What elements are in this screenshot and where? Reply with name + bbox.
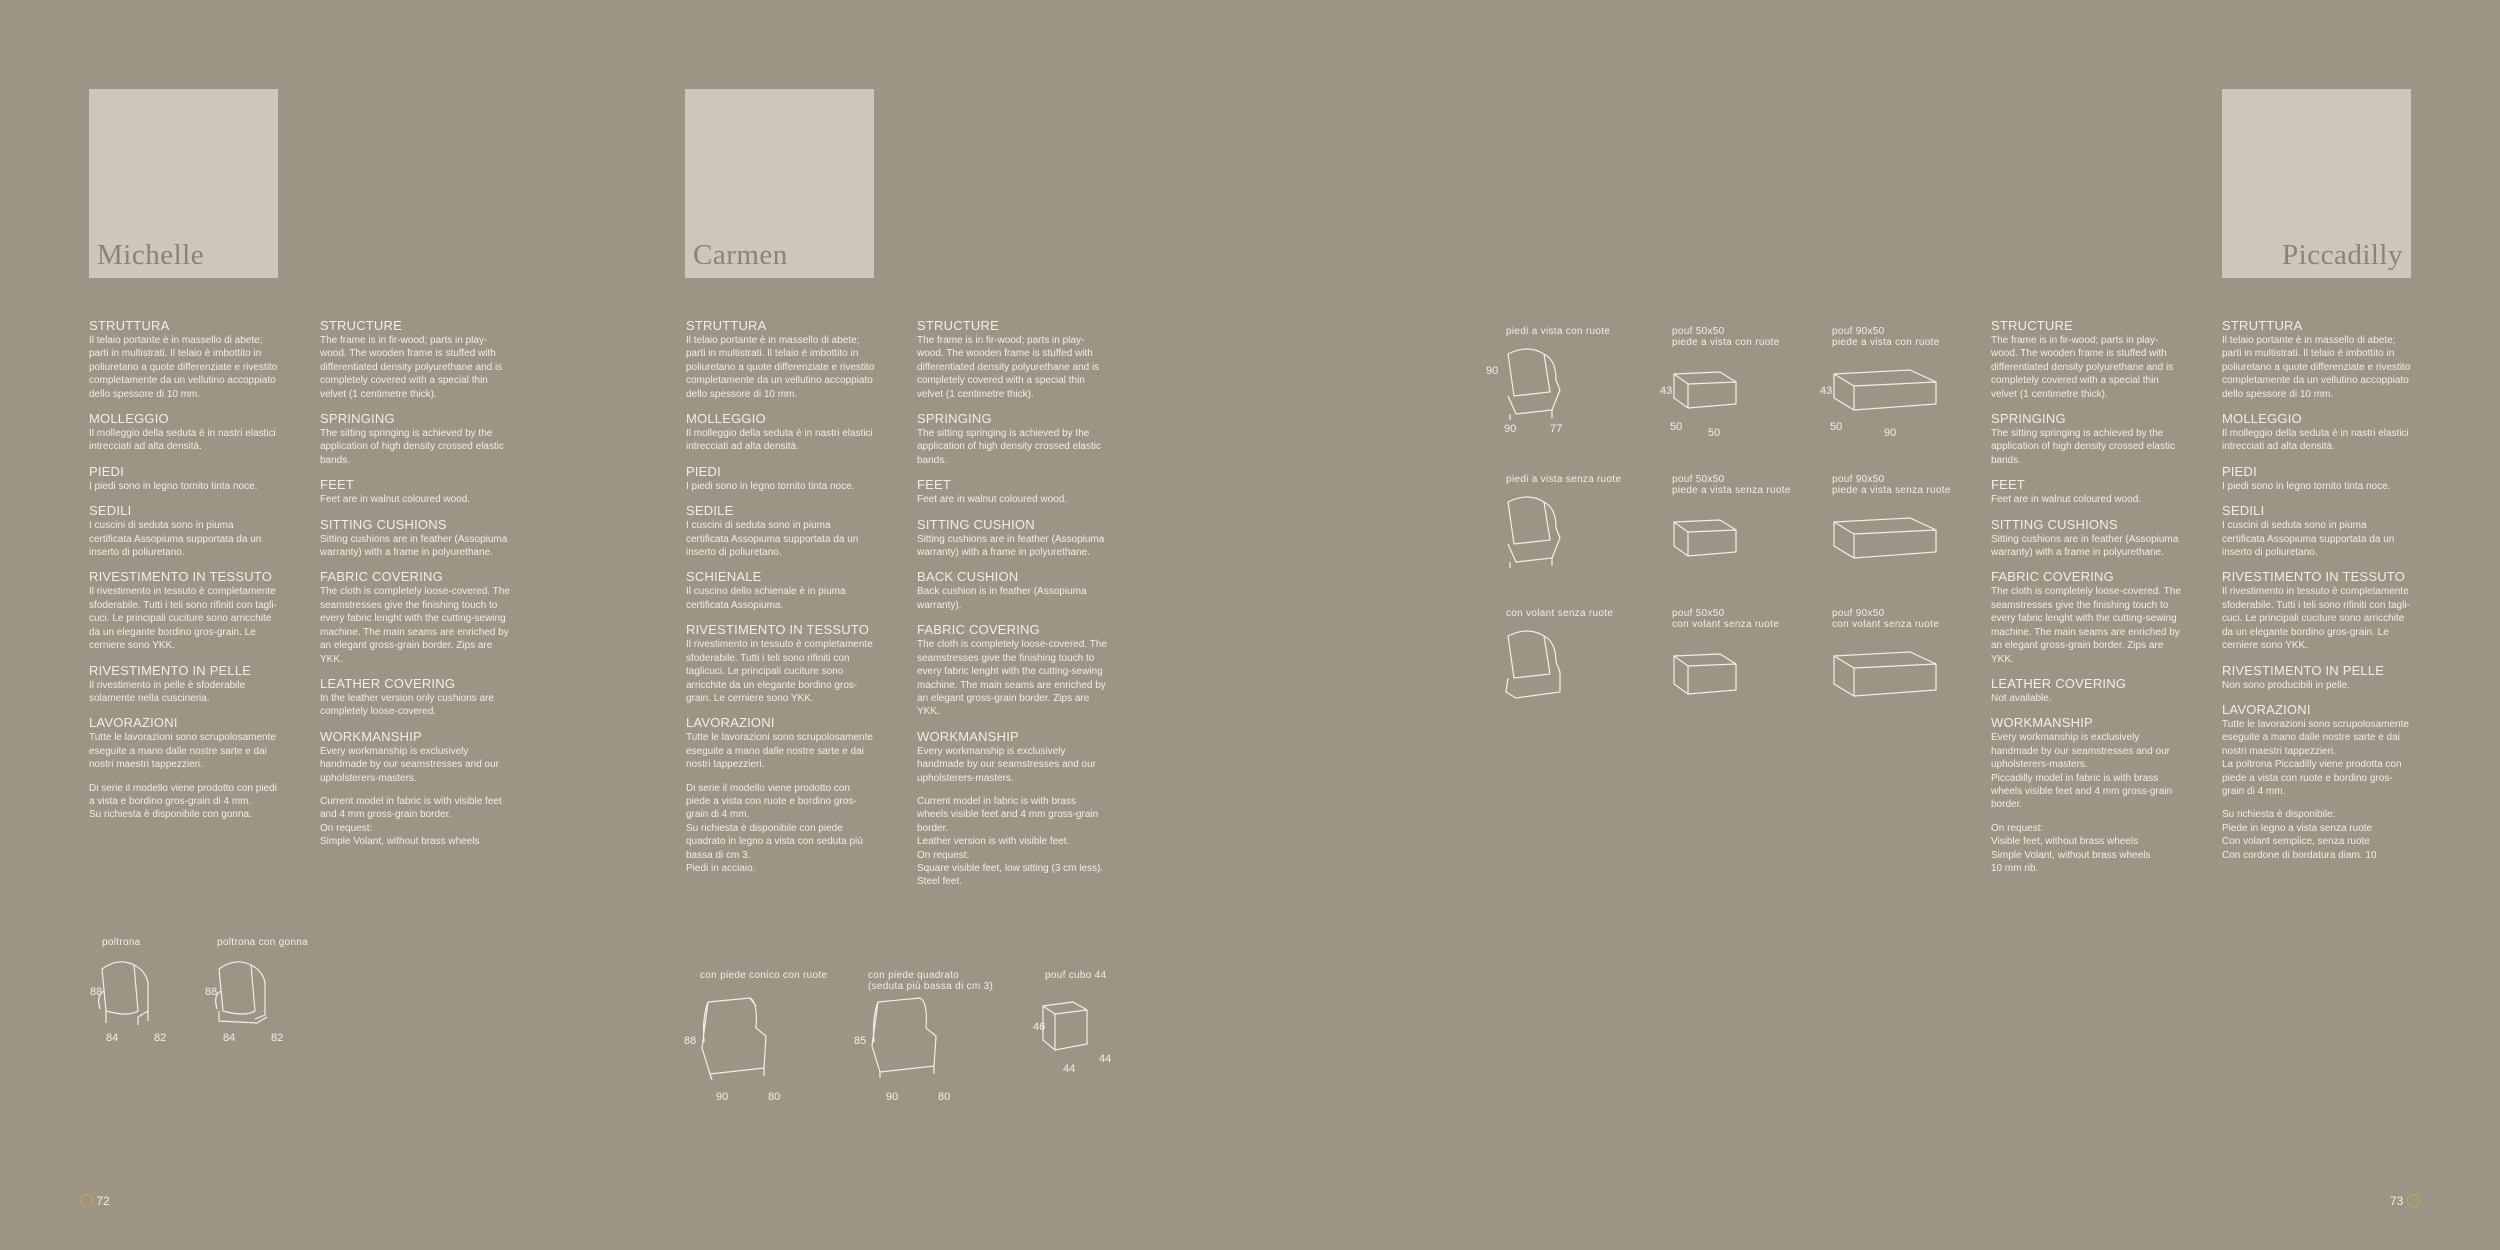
spec-section	[89, 464, 279, 493]
spec-text: Non sono producibili in pelle.	[2222, 679, 2350, 691]
svg-text:44: 44	[1063, 1063, 1076, 1075]
spec-heading: FEET	[320, 477, 355, 493]
spec-text: Every workmanship is exclusively handmade by our seamstresses and our upholsterers-masters.	[917, 745, 1096, 784]
spec-section	[1991, 517, 2181, 560]
svg-text:88: 88	[684, 1035, 697, 1047]
spec-heading: RIVESTIMENTO IN TESSUTO	[686, 622, 870, 638]
spec-text: The cloth is completely loose-covered. The seamstresses give the finishing touch to every fabric lenght with the cutting-sewing machine. The main seams are enriched by an elegant gross-grain border. Zips are YKK.	[320, 586, 510, 665]
piccadilly-pouf50-nowheels-drawing	[1660, 474, 1810, 594]
spec-section	[1991, 569, 2181, 665]
spec-text: Il rivestimento in pelle è sfoderabile solamente nella cuscineria.	[89, 679, 246, 704]
carmen-text-it	[686, 318, 876, 875]
spec-heading: SPRINGING	[320, 411, 395, 427]
spec-heading: SITTING CUSHIONS	[1991, 516, 2118, 532]
model-name-michelle: Michelle	[97, 239, 205, 271]
spec-heading: FEET	[1991, 477, 2026, 493]
spec-note: Su richiesta è disponibile: Piede in legno a vista senza ruote Con volant semplice, senza ruote Con cordone di bordatura diam. 10	[2222, 809, 2377, 861]
page-number-right	[2390, 1194, 2420, 1208]
spec-section	[1991, 715, 2181, 811]
figure-caption: pouf 50x50 piede a vista senza ruote	[1672, 474, 1791, 496]
spec-section	[89, 663, 279, 706]
figure-caption: pouf 90x50 con volant senza ruote	[1832, 608, 1940, 630]
spec-text: Tutte le lavorazioni sono scrupolosamente eseguite a mano dalle nostre sarte e dai nostri maestri tappezzieri. La poltrona Piccadilly viene prodotta con piede a vista con ruote e bordino gros- grain di 4 mm.	[2222, 718, 2409, 797]
svg-text:90: 90	[1486, 365, 1499, 377]
spec-section	[917, 411, 1107, 467]
spec-section	[686, 569, 876, 612]
spec-section	[320, 477, 510, 506]
svg-text:43: 43	[1660, 385, 1673, 397]
spec-text: Il rivestimento in tessuto è completamente sfoderabile. Tutti i teli sono rifiniti con tagli-cuci. Le principali cuciture sono arricchite da un elegante bordino gros-grain. Le cerniere sono YKK.	[89, 586, 277, 652]
figure-caption: con volant senza ruote	[1506, 608, 1614, 619]
michelle-armchair-skirt-drawing	[205, 937, 325, 1047]
spec-heading: FABRIC COVERING	[320, 569, 443, 585]
spec-heading: FABRIC COVERING	[917, 622, 1040, 638]
svg-text:82: 82	[154, 1032, 167, 1044]
spec-section	[686, 411, 876, 454]
spec-text: Every workmanship is exclusively handmade by our seamstresses and our upholsterers-masters. Piccadilly model in fabric is with brass wheels visible feet and 4 mm gross-grain border.	[1991, 732, 2173, 811]
spec-text: The cloth is completely loose-covered. The seamstresses give the finishing touch to every fabric lenght with the cutting-sewing machine. The main seams are enriched by an elegant gross-grain border. Zips are YKK.	[917, 639, 1107, 718]
piccadilly-pouf90-volant-drawing	[1820, 608, 1980, 728]
piccadilly-pouf50-wheels-drawing	[1660, 326, 1810, 446]
spec-section	[89, 503, 279, 559]
spec-text: Feet are in walnut coloured wood.	[320, 494, 471, 506]
spec-heading: LEATHER COVERING	[320, 675, 456, 691]
carmen-conical-foot-drawing	[680, 970, 830, 1103]
svg-text:88: 88	[205, 986, 218, 998]
spec-text: The frame is in fir-wood; parts in play-wood. The wooden frame is stuffed with differentiated density polyurethane and is completely covered with a special thin velvet (1 centimetre thick).	[917, 335, 1100, 400]
spec-section	[2222, 663, 2412, 692]
spec-heading: BACK CUSHION	[917, 569, 1019, 585]
svg-text:90: 90	[1884, 427, 1897, 439]
spec-section	[917, 729, 1107, 785]
spec-section	[320, 411, 510, 467]
piccadilly-armchair-wheels-drawing	[1480, 326, 1640, 446]
figure-caption: pouf 50x50 piede a vista con ruote	[1672, 326, 1780, 348]
spec-heading: SITTING CUSHION	[917, 516, 1035, 532]
michelle-text-it	[89, 318, 279, 822]
spec-section	[320, 676, 510, 719]
spec-section	[686, 503, 876, 559]
spec-heading: STRUCTURE	[1991, 318, 2073, 333]
spec-text: Sitting cushions are in feather (Assopiuma warranty) with a frame in polyurethane.	[320, 533, 508, 559]
spec-text: Back cushion is in feather (Assopiuma warranty).	[917, 586, 1087, 611]
svg-text:50: 50	[1670, 421, 1683, 433]
spec-section	[2222, 569, 2412, 652]
spec-section	[89, 411, 279, 454]
page-number-right-label: 73	[2390, 1194, 2404, 1208]
svg-text:85: 85	[854, 1035, 867, 1047]
spec-section	[320, 729, 510, 785]
svg-text:90: 90	[886, 1091, 899, 1103]
spec-heading: LEATHER COVERING	[1991, 675, 2127, 691]
spec-section	[320, 318, 510, 401]
spec-heading: FABRIC COVERING	[1991, 569, 2114, 585]
model-name-carmen: Carmen	[693, 239, 788, 271]
carmen-pouf-drawing	[1025, 970, 1135, 1080]
spec-text: In the leather version only cushions are completely loose-covered.	[320, 692, 494, 718]
figure-caption: con piede conico con ruote	[700, 970, 828, 981]
spec-text: Il molleggio della seduta è in nastri elastici intrecciati ad alta densità.	[686, 428, 873, 453]
spec-text: Il molleggio della seduta è in nastri elastici intrecciati ad alta densità.	[89, 428, 276, 453]
figure-caption: piedi a vista con ruote	[1506, 326, 1611, 337]
michelle-swatch	[89, 89, 278, 278]
piccadilly-text-en	[1991, 318, 2181, 875]
spec-section	[89, 569, 279, 652]
spec-section	[686, 622, 876, 705]
michelle-armchair-drawing	[88, 937, 198, 1047]
spec-text: The sitting springing is achieved by the application of high density crossed elastic bands.	[917, 428, 1101, 466]
figure-caption: con piede quadrato (seduta più bassa di cm 3)	[868, 970, 994, 992]
spec-text: Tutte le lavorazioni sono scrupolosamente eseguite a mano dalle nostre sarte e dai nostri tappezzieri.	[686, 732, 873, 771]
spec-text: Not available.	[1991, 692, 2052, 704]
spec-text: I piedi sono in legno tornito tinta noce.	[2222, 480, 2391, 492]
spec-text: I piedi sono in legno tornito tinta noce.	[89, 480, 258, 492]
spec-heading: STRUCTURE	[320, 318, 402, 333]
svg-text:90: 90	[1504, 423, 1517, 435]
spec-section	[1991, 676, 2181, 705]
svg-text:84: 84	[106, 1032, 119, 1044]
spec-heading: WORKMANSHIP	[917, 728, 1019, 744]
spec-heading: PIEDI	[2222, 463, 2257, 479]
spec-section	[686, 464, 876, 493]
svg-text:82: 82	[271, 1032, 284, 1044]
carmen-swatch	[685, 89, 874, 278]
spec-section	[917, 318, 1107, 401]
spec-text: Feet are in walnut coloured wood.	[917, 494, 1068, 506]
spec-text: Il rivestimento in tessuto è completamente sfoderabile. Tutti i teli sono rifiniti con tagli-cuci. Le principali cuciture sono arricchite da un elegante bordino gros-grain. Le cerniere sono YKK.	[2222, 586, 2410, 652]
spec-heading: MOLLEGGIO	[686, 411, 766, 427]
carmen-square-foot-drawing	[850, 970, 1010, 1103]
spec-text: Feet are in walnut coloured wood.	[1991, 494, 2142, 506]
spec-note: Di serie il modello viene prodotto con piede a vista con ruote e bordino gros- grain di 4 mm. Su richiesta è disponibile con piede quadrato in legno a vista con seduta più bassa di cm 3. Piedi in acciaio.	[686, 782, 863, 874]
figure-caption: piedi a vista senza ruote	[1506, 474, 1622, 485]
spec-text: The frame is in fir-wood; parts in play-wood. The wooden frame is stuffed with differentiated density polyurethane and is completely covered with a special thin velvet (1 centimetre thick).	[1991, 335, 2174, 400]
figure-caption: poltrona con gonna	[217, 937, 309, 948]
svg-text:50: 50	[1708, 427, 1721, 439]
spec-section	[917, 517, 1107, 560]
spec-heading: WORKMANSHIP	[1991, 715, 2093, 731]
piccadilly-pouf50-volant-drawing	[1660, 608, 1810, 728]
spec-section	[917, 477, 1107, 506]
spec-note: Current model in fabric is with visible feet and 4 mm gross-grain border. On request: Simple Volant, without brass wheels	[320, 795, 502, 848]
svg-text:46: 46	[1033, 1021, 1046, 1033]
svg-text:43: 43	[1820, 385, 1833, 397]
michelle-text-en	[320, 318, 510, 849]
spec-text: Il rivestimento in tessuto è completamente sfoderabile. Tutti i teli sono rifiniti con taglicuci. Le principali cuciture sono arricchite da un elegante bordino gros-grain. Le cerniere sono YKK.	[686, 639, 873, 704]
spec-heading: SEDILI	[2222, 503, 2265, 519]
spec-text: Il telaio portante è in massello di abete; parti in multistrati. Il telaio è imbottito in poliuretano a quote differenziate e rivestito completamente da un vellutino accoppiato dello spessore di 10 mm.	[89, 335, 278, 400]
spec-text: Tutte le lavorazioni sono scrupolosamente eseguite a mano dalle nostre sarte e dai nostri maestri tappezzieri.	[89, 732, 276, 771]
spec-heading: RIVESTIMENTO IN TESSUTO	[2222, 569, 2406, 585]
svg-text:77: 77	[1550, 423, 1563, 435]
spec-heading: RIVESTIMENTO IN PELLE	[89, 662, 252, 678]
spec-text: I cuscini di seduta sono in piuma certificata Assopiuma supportata da un inserto di poliuretano.	[89, 520, 262, 559]
spec-heading: RIVESTIMENTO IN TESSUTO	[89, 569, 273, 585]
piccadilly-armchair-nowheels-drawing	[1480, 474, 1640, 594]
svg-text:44: 44	[1099, 1053, 1112, 1065]
spec-section	[917, 622, 1107, 718]
spec-section	[1991, 318, 2181, 401]
figure-caption: pouf cubo 44	[1045, 970, 1107, 981]
figure-caption: pouf 50x50 con volant senza ruote	[1672, 608, 1780, 630]
svg-text:90: 90	[716, 1091, 729, 1103]
spec-section	[2222, 318, 2412, 401]
spec-heading: LAVORAZIONI	[686, 715, 775, 731]
spec-heading: PIEDI	[89, 463, 124, 479]
figure-caption: poltrona	[102, 937, 141, 948]
spec-text: Every workmanship is exclusively handmade by our seamstresses and our upholsterers-masters.	[320, 745, 499, 784]
spec-note: On request: Visible feet, without brass wheels Simple Volant, without brass wheels 10 mm rib.	[1991, 822, 2151, 874]
page-number-left	[80, 1194, 110, 1208]
spec-heading: SEDILE	[686, 503, 734, 519]
spec-heading: SEDILI	[89, 503, 132, 519]
page-number-left-label: 72	[96, 1194, 110, 1208]
piccadilly-pouf90-wheels-drawing	[1820, 326, 1980, 446]
piccadilly-armchair-volant-drawing	[1480, 608, 1640, 728]
spec-text: Il telaio portante è in massello di abete; parti in multistrati. Il telaio è imbottito in poliuretano a quote differenziate e rivestito completamente da un vellutino accoppiato dello spessore di 10 mm.	[2222, 335, 2411, 400]
spec-section	[320, 517, 510, 560]
spec-section	[2222, 411, 2412, 454]
spec-section	[686, 318, 876, 401]
spec-heading: MOLLEGGIO	[2222, 411, 2302, 427]
spec-note: Di serie il modello viene prodotto con piedi a vista e bordino gros-grain di 4 mm. Su richiesta è disponibile con gonna.	[89, 782, 277, 821]
spec-text: Il molleggio della seduta è in nastri elastici intrecciati ad alta densità.	[2222, 428, 2409, 453]
spec-heading: STRUTTURA	[2222, 318, 2303, 333]
spec-heading: SPRINGING	[1991, 411, 2066, 427]
spec-heading: PIEDI	[686, 463, 721, 479]
spec-section	[686, 715, 876, 771]
spec-heading: MOLLEGGIO	[89, 411, 169, 427]
svg-text:88: 88	[90, 986, 103, 998]
spec-heading: WORKMANSHIP	[320, 728, 422, 744]
spec-text: I cuscini di seduta sono in piuma certificata Assopiuma supportata da un inserto di poliuretano.	[2222, 520, 2395, 559]
spec-text: Sitting cushions are in feather (Assopiuma warranty) with a frame in polyurethane.	[917, 533, 1105, 559]
spec-heading: STRUTTURA	[89, 318, 170, 333]
spec-section	[917, 569, 1107, 612]
svg-text:50: 50	[1830, 421, 1843, 433]
spec-heading: LAVORAZIONI	[89, 715, 178, 731]
spec-section	[89, 715, 279, 771]
spec-section	[1991, 477, 2181, 506]
spec-section	[1991, 411, 2181, 467]
spec-heading: SCHIENALE	[686, 569, 762, 585]
piccadilly-pouf90-nowheels-drawing	[1820, 474, 1980, 594]
figure-caption: pouf 90x50 piede a vista senza ruote	[1832, 474, 1951, 496]
spec-text: The frame is in fir-wood; parts in play-wood. The wooden frame is stuffed with differentiated density polyurethane and is completely covered with a special thin velvet (1 centimetre thick).	[320, 335, 503, 400]
spec-text: The cloth is completely loose-covered. The seamstresses give the finishing touch to every fabric lenght with the cutting-sewing machine. The main seams are enriched by an elegant gross-grain border. Zips are YKK.	[1991, 586, 2181, 665]
spec-heading: LAVORAZIONI	[2222, 701, 2311, 717]
spec-heading: SPRINGING	[917, 411, 992, 427]
page-dot-icon	[2407, 1194, 2420, 1207]
spec-section	[2222, 503, 2412, 559]
spec-heading: STRUTTURA	[686, 318, 767, 333]
spec-text: Il cuscino dello schienale è in piuma certificata Assopiuma.	[686, 586, 846, 611]
model-name-piccadilly: Piccadilly	[2282, 239, 2403, 271]
spec-text: The sitting springing is achieved by the application of high density crossed elastic bands.	[320, 428, 504, 466]
spec-text: I piedi sono in legno tornito tinta noce.	[686, 480, 855, 492]
spec-text: I cuscini di seduta sono in piuma certificata Assopiuma supportata da un inserto di poliuretano.	[686, 520, 859, 559]
piccadilly-text-it	[2222, 318, 2412, 862]
svg-text:80: 80	[768, 1091, 781, 1103]
spec-section	[2222, 702, 2412, 798]
spec-text: The sitting springing is achieved by the application of high density crossed elastic bands.	[1991, 428, 2175, 466]
svg-text:84: 84	[223, 1032, 236, 1044]
spec-note: Current model in fabric is with brass wheels visible feet and 4 mm gross-grain border. Leather version is with visible feet. On request: Square visible feet, low sitting (3 cm less). Steel feet.	[917, 795, 1104, 888]
spec-section	[2222, 464, 2412, 493]
page-dot-icon	[80, 1194, 93, 1207]
spec-heading: SITTING CUSHIONS	[320, 516, 447, 532]
spec-section	[89, 318, 279, 401]
spec-heading: STRUCTURE	[917, 318, 999, 333]
spec-heading: RIVESTIMENTO IN PELLE	[2222, 662, 2385, 678]
spec-section	[320, 569, 510, 665]
carmen-text-en	[917, 318, 1107, 889]
svg-text:80: 80	[938, 1091, 951, 1103]
figure-caption: pouf 90x50 piede a vista con ruote	[1832, 326, 1940, 348]
spec-text: Il telaio portante è in massello di abete; parti in multistrati. Il telaio è imbottito in poliuretano a quote differenziate e rivestito completamente da un vellutino accoppiato dello spessore di 10 mm.	[686, 335, 875, 400]
spec-heading: FEET	[917, 477, 952, 493]
spec-text: Sitting cushions are in feather (Assopiuma warranty) with a frame in polyurethane.	[1991, 533, 2179, 559]
piccadilly-swatch	[2222, 89, 2411, 278]
